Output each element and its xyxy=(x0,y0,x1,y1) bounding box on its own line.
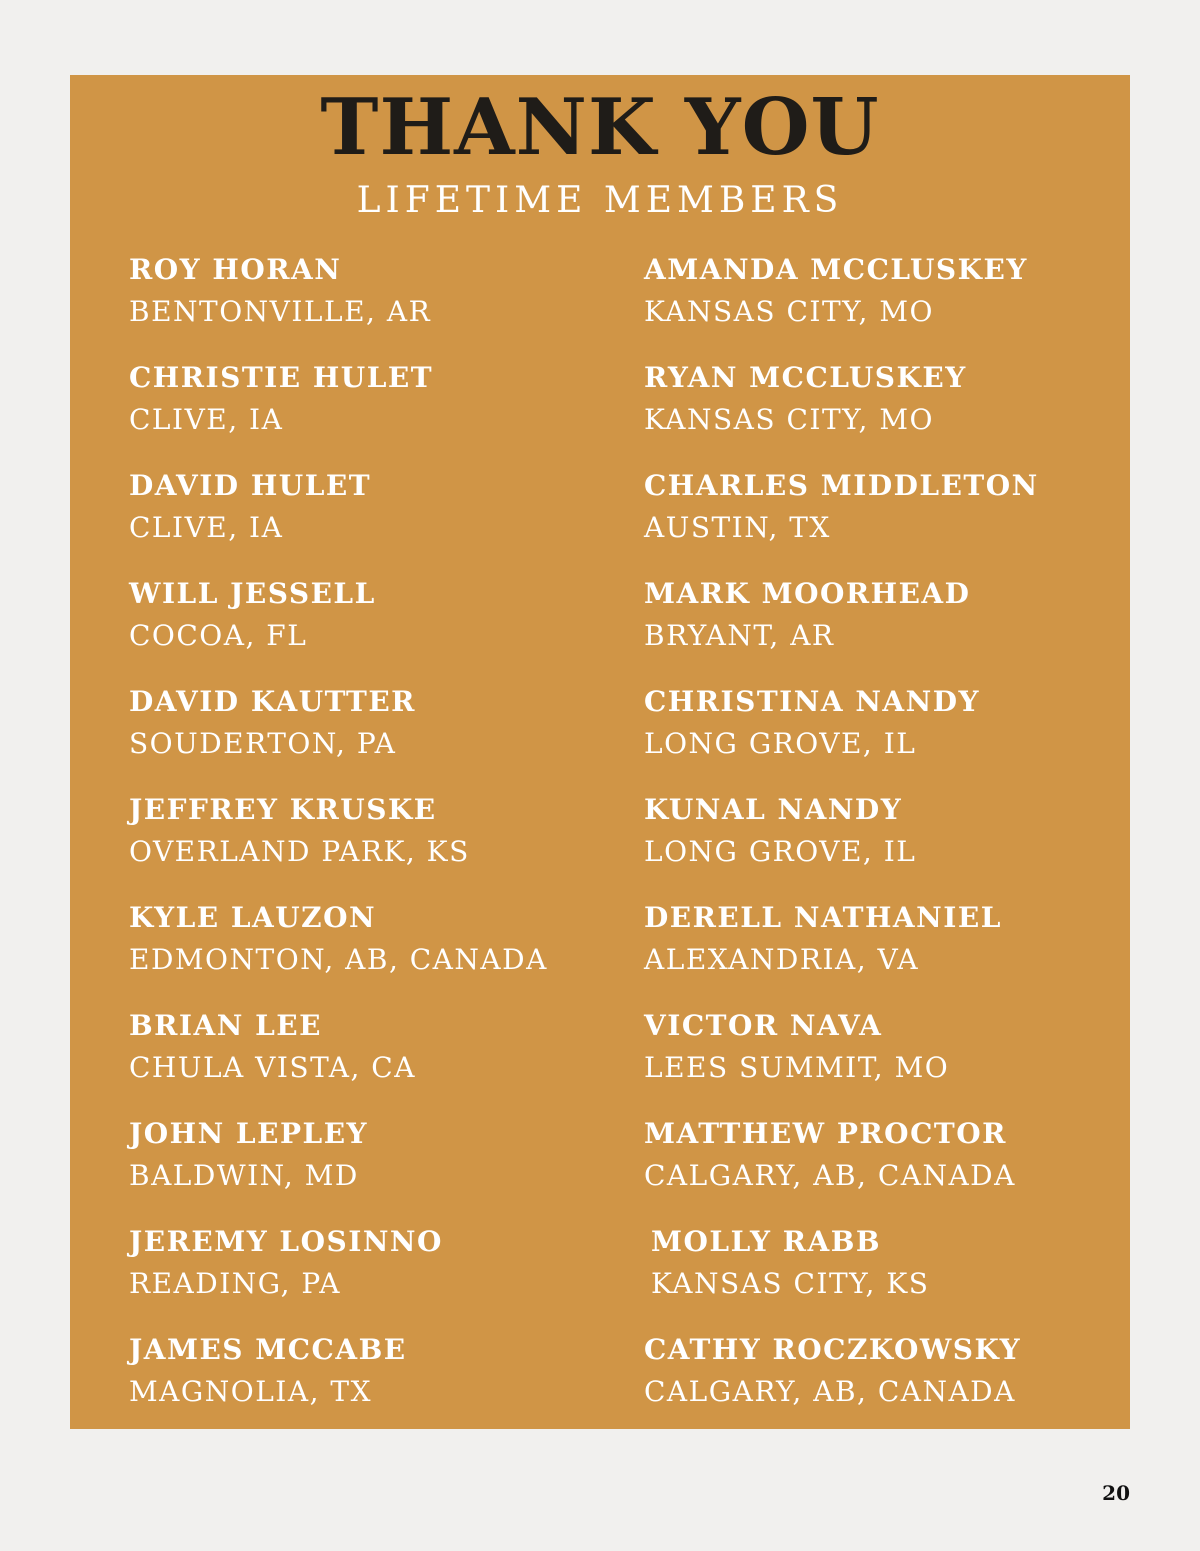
member-entry xyxy=(129,1008,609,1116)
member-entry xyxy=(644,468,1124,576)
member-location: LONG GROVE, IL xyxy=(644,835,917,868)
member-location: OVERLAND PARK, KS xyxy=(129,835,470,868)
member-location: LONG GROVE, IL xyxy=(644,727,917,760)
member-location: LEES SUMMIT, MO xyxy=(644,1051,950,1084)
member-name: MATTHEW PROCTOR xyxy=(644,1117,1007,1150)
member-location: CHULA VISTA, CA xyxy=(129,1051,416,1084)
member-entry xyxy=(644,1008,1124,1116)
member-entry xyxy=(129,360,609,468)
member-entry xyxy=(644,792,1124,900)
member-name: CHRISTIE HULET xyxy=(129,361,434,394)
members-column-left xyxy=(129,252,609,1440)
member-entry xyxy=(644,252,1124,360)
member-name: JAMES MCCABE xyxy=(129,1333,407,1366)
member-entry xyxy=(644,576,1124,684)
member-name: CHARLES MIDDLETON xyxy=(644,469,1039,502)
page-subtitle: LIFETIME MEMBERS xyxy=(356,180,844,221)
member-location: EDMONTON, AB, CANADA xyxy=(129,943,548,976)
member-name: KUNAL NANDY xyxy=(644,793,903,826)
member-entry xyxy=(129,1116,609,1224)
member-location: KANSAS CITY, MO xyxy=(644,403,934,436)
member-entry xyxy=(129,252,609,360)
member-name: DAVID KAUTTER xyxy=(129,685,416,718)
member-location: KANSAS CITY, KS xyxy=(651,1267,930,1300)
member-name: ROY HORAN xyxy=(129,253,342,286)
member-location: CALGARY, AB, CANADA xyxy=(644,1159,1016,1192)
member-entry xyxy=(129,1332,609,1440)
page-title: THANK YOU xyxy=(320,82,880,173)
member-entry xyxy=(129,684,609,792)
member-name: JOHN LEPLEY xyxy=(129,1117,369,1150)
members-column-right xyxy=(644,252,1131,1440)
member-name: DAVID HULET xyxy=(129,469,372,502)
member-name: DERELL NATHANIEL xyxy=(644,901,1002,934)
member-entry xyxy=(129,1224,609,1332)
member-location: SOUDERTON, PA xyxy=(129,727,397,760)
member-location: BENTONVILLE, AR xyxy=(129,295,432,328)
member-location: ALEXANDRIA, VA xyxy=(644,943,920,976)
member-location: MAGNOLIA, TX xyxy=(129,1375,372,1408)
member-location: READING, PA xyxy=(129,1267,341,1300)
member-name: VICTOR NAVA xyxy=(644,1009,883,1042)
member-entry xyxy=(129,792,609,900)
member-location: CLIVE, IA xyxy=(129,511,284,544)
member-location: BALDWIN, MD xyxy=(129,1159,359,1192)
member-name: RYAN MCCLUSKEY xyxy=(644,361,967,394)
member-location: AUSTIN, TX xyxy=(644,511,831,544)
member-name: AMANDA MCCLUSKEY xyxy=(644,253,1028,286)
member-name: JEREMY LOSINNO xyxy=(129,1225,443,1258)
page-number: 20 xyxy=(1102,1481,1130,1505)
member-name: MOLLY RABB xyxy=(651,1225,882,1258)
member-name: CATHY ROCZKOWSKY xyxy=(644,1333,1022,1366)
member-entry xyxy=(644,1332,1124,1440)
member-name: WILL JESSELL xyxy=(129,577,376,610)
member-entry xyxy=(644,1224,1131,1332)
member-location: KANSAS CITY, MO xyxy=(644,295,934,328)
member-name: CHRISTINA NANDY xyxy=(644,685,981,718)
member-entry xyxy=(644,900,1124,1008)
member-entry xyxy=(644,1116,1124,1224)
member-entry xyxy=(644,684,1124,792)
member-location: CALGARY, AB, CANADA xyxy=(644,1375,1016,1408)
member-name: MARK MOORHEAD xyxy=(644,577,971,610)
member-name: BRIAN LEE xyxy=(129,1009,322,1042)
member-location: BRYANT, AR xyxy=(644,619,835,652)
member-name: JEFFREY KRUSKE xyxy=(129,793,437,826)
member-entry xyxy=(644,360,1124,468)
member-entry xyxy=(129,900,609,1008)
member-entry xyxy=(129,468,609,576)
member-location: CLIVE, IA xyxy=(129,403,284,436)
member-name: KYLE LAUZON xyxy=(129,901,377,934)
member-entry xyxy=(129,576,609,684)
member-location: COCOA, FL xyxy=(129,619,308,652)
